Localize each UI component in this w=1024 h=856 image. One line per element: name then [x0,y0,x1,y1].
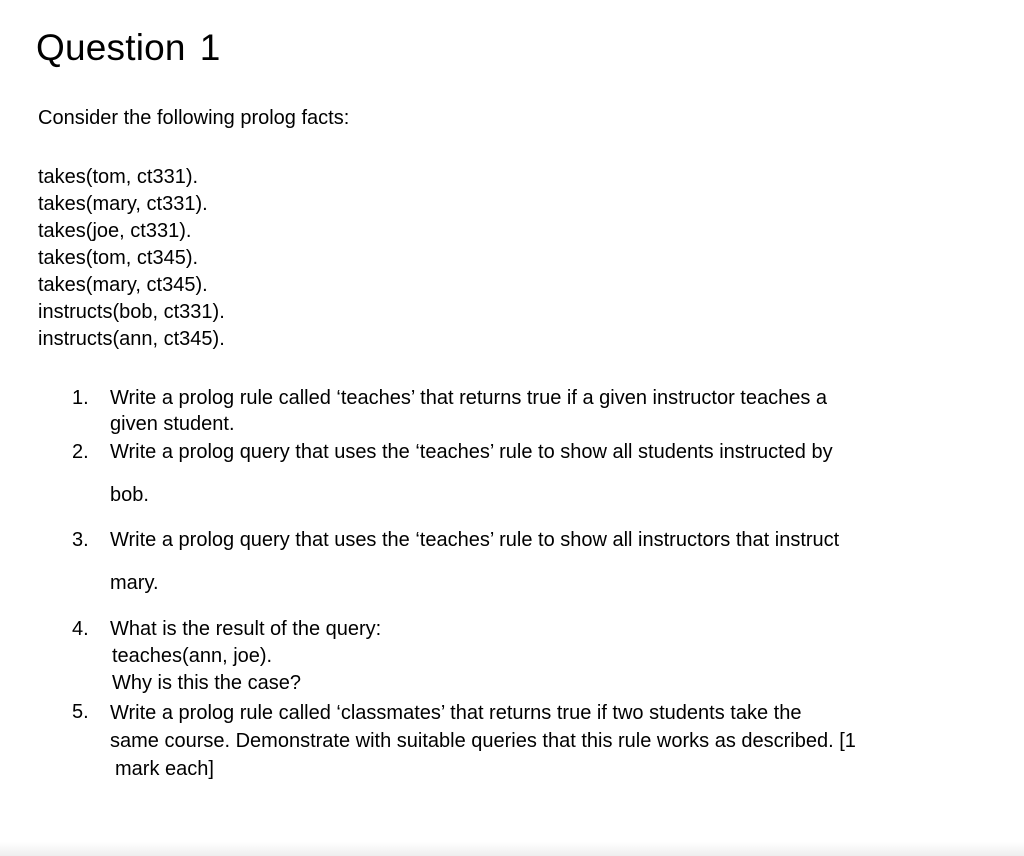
question-line: Why is this the case? [112,672,301,694]
question-line: teaches(ann, joe). [112,645,273,667]
question-number: 4. [72,618,89,640]
page-bottom-edge [0,842,1024,856]
intro-text: Consider the following prolog facts: [38,107,350,129]
question-text [110,699,856,783]
question-line: same course. Demonstrate with suitable queries that this rule works as described. [1 [110,730,856,752]
fact-line: takes(tom, ct345). [38,247,199,269]
question-line: Write a prolog rule called ‘teaches’ that returns true if a given instructor teaches a [110,387,828,409]
question-line: Write a prolog query that uses the ‘teaches’ rule to show all students instructed by [110,441,833,463]
question-text [110,439,833,509]
prolog-facts-list [38,164,225,353]
title-number: 1 [199,27,221,68]
question-line: Write a prolog rule called ‘classmates’ that returns true if two students take the [110,702,802,724]
fact-line: takes(joe, ct331). [38,220,192,242]
question-text [110,616,381,697]
question-number: 5. [72,701,89,723]
question-number: 1. [72,387,89,409]
title-word: Question [36,27,186,68]
question-text [110,527,839,597]
question-line: given student. [110,413,235,435]
fact-line: instructs(ann, ct345). [38,328,225,350]
fact-line: instructs(bob, ct331). [38,301,225,323]
question-text [110,385,827,437]
question-line: Write a prolog query that uses the ‘teaches’ rule to show all instructors that instruct [110,529,840,551]
question-line: bob. [110,484,149,506]
fact-line: takes(mary, ct345). [38,274,208,296]
fact-line: takes(mary, ct331). [38,193,208,215]
question-number: 3. [72,529,89,551]
question-number: 2. [72,441,89,463]
question-line: What is the result of the query: [110,618,382,640]
page-title [36,26,220,70]
question-line: mark each] [115,758,214,780]
fact-line: takes(tom, ct331). [38,166,199,188]
question-line: mary. [110,572,159,594]
